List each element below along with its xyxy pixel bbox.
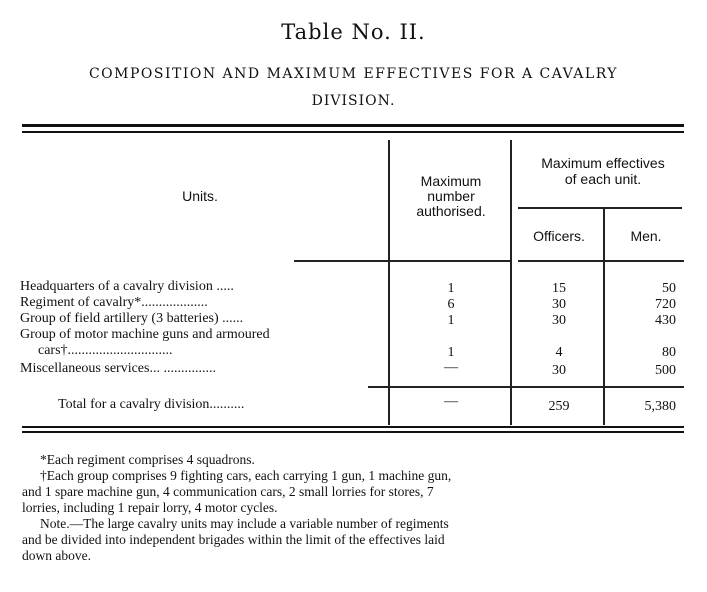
row-number-headquarters: 1 [447,281,455,296]
top-rule-thin [22,131,684,133]
total-top-rule [368,386,684,388]
header-max-effectives-line-2: of each unit. [564,171,642,187]
bottom-rule-thin [22,426,684,428]
header-max-number-line-2: number [427,188,475,204]
row-men-miscellaneous: 500 [655,363,676,378]
row-men-field-artillery: 430 [655,313,676,328]
header-men: Men. [630,228,662,244]
row-unit-motor-machine-guns-line-1: Group of motor machine guns and armoured [20,327,270,342]
row-officers-miscellaneous: 30 [552,363,566,378]
total-officers: 259 [548,399,570,414]
column-divider-1 [388,140,390,425]
footnote-regiment: *Each regiment comprises 4 squadrons. [40,452,255,467]
row-unit-regiment: Regiment of cavalry*................... [20,295,208,310]
row-officers-headquarters: 15 [552,281,566,296]
row-men-headquarters: 50 [662,281,676,296]
table-subtitle-line-1: COMPOSITION AND MAXIMUM EFFECTIVES FOR A CAVALRY [88,66,619,82]
row-number-motor-machine-guns: 1 [447,345,455,360]
footnote-note-line-3: down above. [22,548,91,563]
row-officers-motor-machine-guns: 4 [555,345,563,360]
top-rule-thick [22,124,684,127]
footnote-group-line-2: and 1 spare machine gun, 4 communication cars, 2 small lorries for stores, 7 [22,484,434,499]
bottom-rule-thick [22,431,684,433]
row-number-miscellaneous: — [444,360,458,375]
row-officers-regiment: 30 [552,297,566,312]
column-divider-2 [510,140,512,425]
row-unit-headquarters: Headquarters of a cavalry division ..... [20,279,234,294]
header-bottom-rule-right [518,260,684,262]
footnote-note-line-1: Note.—The large cavalry units may include a variable number of regiments [40,516,449,531]
row-officers-field-artillery: 30 [552,313,566,328]
header-bottom-rule-left [294,260,512,262]
table-subtitle-line-2: DIVISION. [311,93,396,109]
header-max-number-line-1: Maximum [420,173,482,189]
row-men-motor-machine-guns: 80 [662,345,676,360]
total-label: Total for a cavalry division.......... [58,397,245,412]
effectives-subheader-rule [518,207,682,209]
header-max-number-line-3: authorised. [416,203,486,219]
row-number-field-artillery: 1 [447,313,455,328]
footnote-note-line-2: and be divided into independent brigades within the limit of the effectives laid [22,532,445,547]
total-men: 5,380 [644,399,676,414]
header-units: Units. [182,188,218,204]
header-officers: Officers. [533,228,585,244]
footnote-group-line-1: †Each group comprises 9 fighting cars, each carrying 1 gun, 1 machine gun, [40,468,452,483]
row-men-regiment: 720 [655,297,676,312]
row-unit-miscellaneous: Miscellaneous services... ............... [20,361,216,376]
footnote-group-line-3: lorries, including 1 repair lorry, 4 motor cycles. [22,500,278,515]
row-unit-motor-machine-guns-line-2: cars†.............................. [38,343,173,358]
table-title: Table No. II. [281,20,426,44]
row-number-regiment: 6 [447,297,455,312]
header-max-effectives-line-1: Maximum effectives [541,155,665,171]
row-unit-field-artillery: Group of field artillery (3 batteries) ...... [20,311,244,326]
total-number: — [444,394,458,409]
